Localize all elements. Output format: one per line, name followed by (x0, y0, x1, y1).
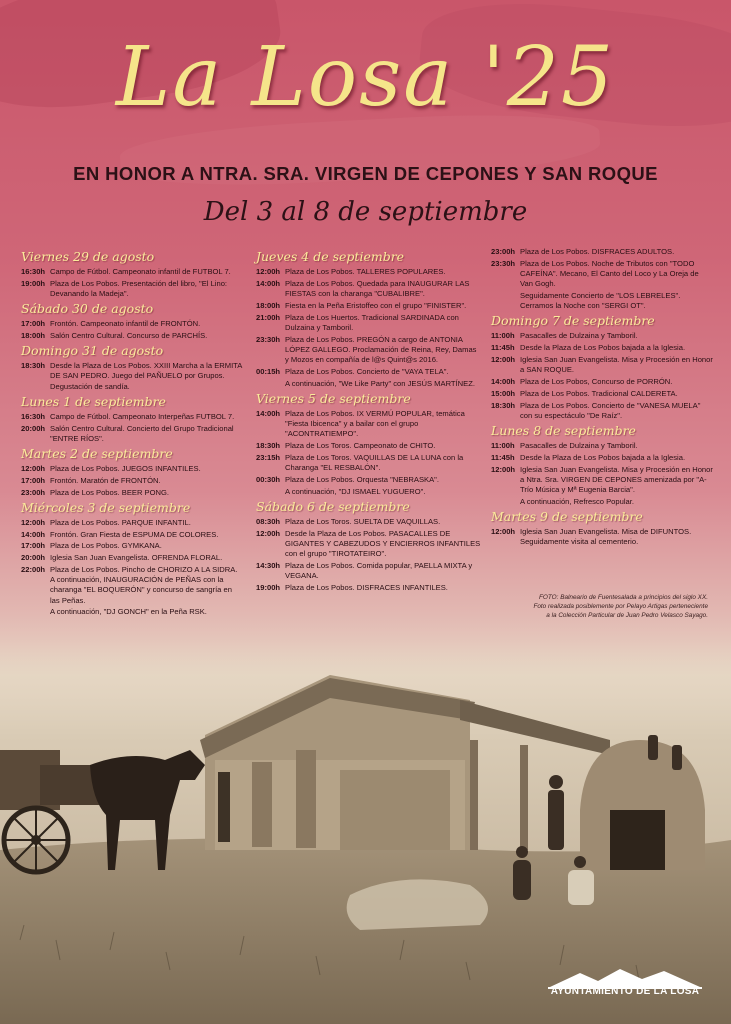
event-item (21, 361, 243, 392)
event-time: 19:00h (21, 278, 46, 288)
event-item (256, 409, 482, 440)
event-item (256, 379, 482, 389)
event-time (256, 487, 285, 497)
event-item (256, 529, 482, 560)
event-time: 08:30h (256, 516, 281, 526)
event-time: 21:00h (256, 312, 281, 322)
day-heading: Martes 2 de septiembre (21, 446, 173, 462)
event-item (491, 377, 713, 387)
event-time: 19:00h (256, 582, 281, 592)
event-description: Fiesta en la Peña Eristoffeo con el grupo "FINISTER". (285, 300, 467, 310)
event-description: Desde la Plaza de Los Pobos bajada a la Iglesia. (520, 452, 686, 462)
event-description: Plaza de Los Toros. Campeonato de CHITO. (285, 441, 436, 450)
event-description: Plaza de Los Pobos. DISFRACES INFANTILES. (285, 582, 448, 592)
event-item (256, 561, 482, 581)
event-item (491, 441, 713, 451)
event-description: Plaza de Los Toros. VAQUILLAS DE LA LUNA con la Charanga "EL RESBALÓN". (285, 452, 464, 472)
event-item (491, 331, 713, 341)
event-time: 14:00h (21, 529, 46, 539)
event-description: Desde la Plaza de Los Pobos bajada a la Iglesia. (520, 343, 686, 353)
event-description: Plaza de Los Pobos. GYMKANA. (50, 541, 162, 551)
event-item (256, 267, 482, 277)
event-description: Campo de Fútbol. Campeonato Interpeñas FUTBOL 7. (50, 411, 235, 421)
event-item (21, 488, 243, 498)
poster-subtitle: EN HONOR A NTRA. SRA. VIRGEN DE CEPONES Y SAN ROQUE (73, 163, 658, 184)
event-time: 20:00h (21, 553, 46, 563)
event-description: Plaza de Los Huertos. Tradicional SARDINADA con Dulzaina y Tamboril. (285, 312, 459, 332)
event-item (491, 247, 713, 257)
event-time: 23:15h (256, 452, 281, 462)
day-heading: Martes 9 de septiembre (491, 509, 643, 524)
event-time (21, 607, 50, 617)
event-time: 12:00h (491, 464, 516, 474)
event-item (21, 553, 243, 563)
event-time: 18:00h (256, 300, 281, 310)
event-item (21, 279, 243, 299)
event-description: Plaza de Los Pobos. PREGÓN a cargo de ANTONIA LÓPEZ GALLEGO. Proclamación de Reina, Rey, Damas y Mozos en compañía de l@s Quint@s 2016. (285, 334, 477, 364)
event-time: 14:00h (491, 377, 516, 386)
event-time: 11:45h (491, 343, 515, 353)
day-heading: Miércoles 3 de septiembre (21, 499, 191, 515)
event-description: Salón Centro Cultural. Concierto del Grupo Tradicional "ENTRE RÍOS". (50, 423, 234, 443)
event-description: Plaza de Los Pobos. Noche de Tributos con "TODO CAFEÍNA". Mecano, El Canto del Loco y La Oreja de Van Gogh. (520, 258, 699, 289)
event-time: 18:00h (21, 331, 46, 340)
event-item (491, 343, 713, 353)
day-heading: Viernes 5 de septiembre (256, 390, 411, 406)
event-time: 18:30h (256, 441, 281, 450)
event-item (256, 583, 482, 593)
event-description: Iglesia San Juan Evangelista. Misa y Procesión en Honor a Ntra. Sra. VIRGEN DE CEPONES amenizada por "A-Trío Música y Mª Eugenia Barcia". (520, 464, 713, 494)
event-description: A continuación, "We Like Party" con JESÚS MARTÍNEZ. (285, 378, 475, 388)
municipality-logo (540, 965, 710, 1005)
event-item (491, 291, 713, 311)
schedule-column-3 (491, 247, 713, 549)
event-description: Iglesia San Juan Evangelista. Misa y Procesión en Honor a SAN ROQUE. (520, 355, 713, 375)
event-description: Plaza de Los Pobos. Presentación del libro, "El Lino: Devanando la Madeja". (50, 278, 228, 298)
event-time: 18:30h (491, 400, 516, 410)
event-item (256, 335, 482, 366)
event-time: 16:30h (21, 411, 46, 421)
event-item (21, 476, 243, 486)
event-item (256, 475, 482, 485)
event-description: Plaza de Los Toros. SUELTA DE VAQUILLAS. (285, 516, 441, 526)
event-description: A continuación, "DJ GONCH" en la Peña RSK. (50, 607, 207, 617)
event-description: Plaza de Los Pobos. BEER PONG. (50, 487, 170, 497)
event-time: 12:00h (21, 517, 46, 527)
day-heading: Sábado 30 de agosto (21, 301, 154, 317)
event-time: 17:00h (21, 541, 46, 551)
event-time: 20:00h (21, 423, 46, 433)
event-description: Iglesia San Juan Evangelista. Misa de DIFUNTOS. Seguidamente visita al cementerio. (520, 527, 692, 547)
event-item (491, 389, 713, 399)
event-description: Pasacalles de Dulzaina y Tamboril. (520, 331, 638, 341)
municipality-name: AYUNTAMIENTO DE LA LOSA (550, 986, 700, 997)
event-time: 14:00h (256, 278, 281, 288)
event-time: 14:00h (256, 408, 281, 418)
event-description: Plaza de Los Pobos. Comida popular, PAELLA MIXTA y VEGANA. (285, 560, 473, 580)
event-time: 12:00h (256, 528, 281, 538)
event-time: 14:30h (256, 560, 281, 570)
event-time (491, 497, 520, 507)
event-description: Frontón. Maratón de FRONTÓN. (50, 475, 161, 485)
event-item (491, 527, 713, 547)
event-time: 00:15h (256, 366, 281, 376)
event-item (21, 319, 243, 329)
event-description: Salón Centro Cultural. Concurso de PARCHÍS. (50, 331, 208, 340)
event-description: Plaza de Los Pobos. Pincho de CHORIZO A LA SIDRA. A continuación, INAUGURACIÓN de PEÑAS con la charanga "EL BOQUERÓN" y concurso de sangría en las Peñas. (50, 565, 238, 605)
event-description: Plaza de Los Pobos. DISFRACES ADULTOS. (520, 247, 675, 256)
event-description: Plaza de Los Pobos. Concierto de "VANESA MUELA" con su espectáculo "De Raíz". (520, 400, 701, 420)
event-time: 12:00h (491, 527, 516, 536)
event-description: Plaza de Los Pobos, Concurso de PORRÓN. (520, 377, 673, 386)
photo-credit-line: Foto realizada posiblemente por Pelayo Artigas perteneciente (533, 603, 708, 610)
event-time: 15:00h (491, 388, 516, 398)
event-time: 23:00h (491, 247, 516, 256)
event-item (256, 301, 482, 311)
event-time: 17:00h (21, 319, 46, 329)
day-heading: Jueves 4 de septiembre (256, 249, 405, 264)
event-item (21, 267, 243, 277)
event-item (21, 424, 243, 444)
event-description: Campo de Fútbol. Campeonato infantil de FUTBOL 7. (50, 267, 231, 276)
event-time: 12:00h (21, 464, 46, 474)
event-time (491, 291, 520, 311)
event-description: Pasacalles de Dulzaina y Tamboril. (520, 441, 638, 450)
poster-title: La Losa '25 (115, 30, 616, 125)
event-item (256, 313, 482, 333)
photo-credit-line: FOTO: Balneario de Fuentesalada a principios del siglo XX. (539, 594, 708, 601)
event-item (21, 331, 243, 341)
event-description: Plaza de Los Pobos. PARQUE INFANTIL. (50, 517, 191, 527)
event-description: Frontón. Gran Fiesta de ESPUMA DE COLORES. (50, 529, 219, 539)
event-description: A continuación, Refresco Popular. (520, 496, 634, 506)
day-heading: Sábado 6 de septiembre (256, 498, 410, 514)
event-item (256, 487, 482, 497)
event-item (491, 497, 713, 507)
event-item (256, 517, 482, 527)
event-time: 18:30h (21, 361, 46, 371)
event-time (256, 379, 285, 389)
schedule-column-1 (21, 247, 243, 619)
event-description: Plaza de Los Pobos. IX VERMÚ POPULAR, temática "Fiesta Ibicenca" y a bailar con el grupo "ACONTRATIEMPO". (285, 408, 465, 439)
festival-dates: Del 3 al 8 de septiembre (203, 197, 528, 227)
event-time: 00:30h (256, 474, 281, 484)
event-item (21, 607, 243, 617)
event-item (21, 565, 243, 606)
event-item (21, 541, 243, 551)
event-time: 16:30h (21, 267, 46, 276)
schedule-column-2 (256, 247, 482, 595)
event-item (21, 464, 243, 474)
event-time: 23:00h (21, 487, 46, 497)
day-heading: Lunes 1 de septiembre (21, 393, 166, 409)
photo-credit-line: a la Colección Particular de Juan Pedro Velasco Sayago. (546, 612, 708, 619)
event-description: Frontón. Campeonato infantil de FRONTÓN. (50, 319, 201, 329)
day-heading: Domingo 31 de agosto (21, 343, 164, 359)
event-time: 22:00h (21, 565, 46, 574)
event-description: A continuación, "DJ ISMAEL YUGUERO". (285, 486, 426, 496)
event-time: 12:00h (491, 355, 516, 364)
event-description: Plaza de Los Pobos. TALLERES POPULARES. (285, 267, 446, 276)
event-item (256, 441, 482, 451)
event-description: Plaza de Los Pobos. Tradicional CALDERETA. (520, 388, 678, 398)
day-heading: Domingo 7 de septiembre (491, 313, 655, 329)
event-item (21, 412, 243, 422)
photo-credit (470, 593, 708, 620)
event-description: Seguidamente Concierto de "LOS LEBRELES". Cerramos la Noche con "SERGI OT". (520, 291, 681, 311)
event-time: 11:00h (491, 441, 515, 450)
event-description: Plaza de Los Pobos. Concierto de "VAYA TELA". (285, 366, 449, 376)
event-description: Desde la Plaza de Los Pobos. PASACALLES DE GIGANTES Y CABEZUDOS Y ENCIERROS INFANTILES con el grupo "TIROTATEIRO". (285, 528, 481, 558)
event-description: Iglesia San Juan Evangelista. OFRENDA FLORAL. (50, 553, 223, 563)
event-time: 23:30h (256, 334, 281, 344)
event-item (256, 279, 482, 299)
event-item (21, 518, 243, 528)
event-item (491, 355, 713, 375)
event-item (21, 530, 243, 540)
day-heading: Viernes 29 de agosto (21, 249, 155, 264)
event-time: 11:00h (491, 331, 515, 341)
event-description: Plaza de Los Pobos. JUEGOS INFANTILES. (50, 464, 201, 474)
day-heading: Lunes 8 de septiembre (491, 423, 636, 438)
event-item (256, 453, 482, 473)
event-description: Plaza de Los Pobos. Orquesta "NEBRASKA". (285, 474, 439, 484)
event-time: 12:00h (256, 267, 281, 276)
event-time: 23:30h (491, 258, 516, 268)
event-item (491, 465, 713, 496)
event-item (491, 453, 713, 463)
event-item (256, 367, 482, 377)
event-time: 17:00h (21, 475, 46, 485)
event-item (491, 259, 713, 290)
event-item (491, 401, 713, 421)
event-time: 11:45h (491, 452, 515, 462)
event-description: Plaza de Los Pobos. Quedada para INAUGURAR LAS FIESTAS con la charanga "CUBALIBRE". (285, 278, 470, 298)
event-description: Desde la Plaza de Los Pobos. XXIII Marcha a la ERMITA DE SAN PEDRO. Juego del PAÑUELO por Grupos. Degustación de sandía. (50, 361, 242, 391)
